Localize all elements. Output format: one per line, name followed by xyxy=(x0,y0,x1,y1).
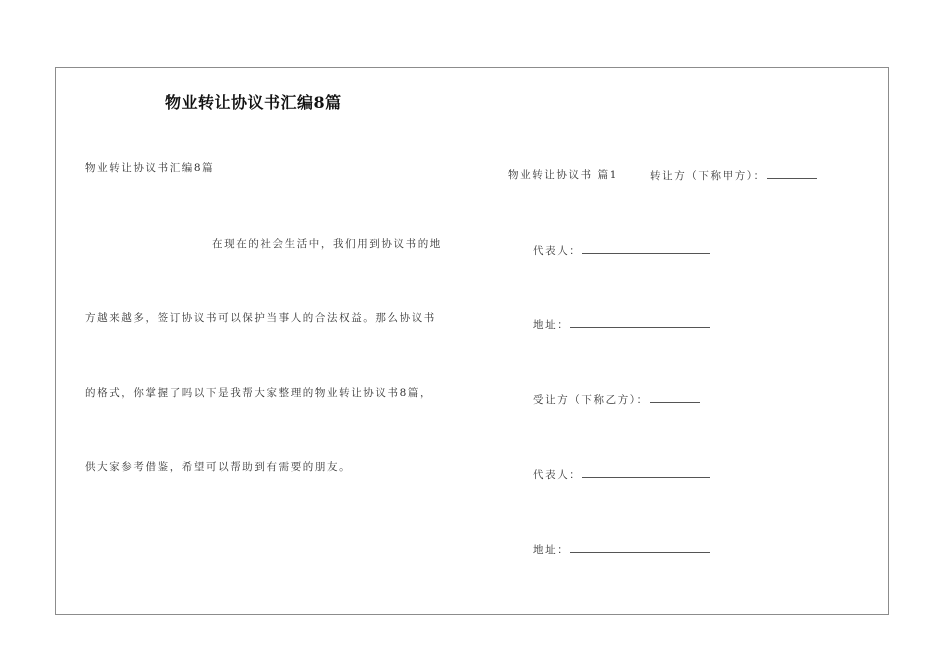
party-b-blank xyxy=(650,392,700,403)
intro-line-4: 供大家参考借鉴，希望可以帮助到有需要的朋友。 xyxy=(85,461,352,473)
intro-line-2: 方越来越多，签订协议书可以保护当事人的合法权益。那么协议书 xyxy=(85,312,436,324)
party-b-line xyxy=(533,392,700,407)
party-a-address-line xyxy=(533,317,710,332)
intro-line-3: 的格式，你掌握了吗以下是我帮大家整理的物业转让协议书8篇， xyxy=(85,387,433,399)
party-b-rep-blank xyxy=(582,467,710,478)
party-a-rep-blank xyxy=(582,243,710,254)
party-b-rep-label: 代表人： xyxy=(533,469,582,481)
party-b-address-label: 地址： xyxy=(533,544,570,556)
party-b-address-blank xyxy=(570,542,710,553)
party-a-blank xyxy=(767,168,817,179)
party-a-label: 转让方（下称甲方）： xyxy=(650,170,766,182)
party-b-rep-line xyxy=(533,467,710,482)
party-a-rep-label: 代表人： xyxy=(533,245,582,257)
party-a-rep-line xyxy=(533,243,710,258)
agreement-heading: 物业转让协议书 篇1 xyxy=(508,169,619,181)
party-a-line xyxy=(650,168,817,183)
document-title: 物业转让协议书汇编8篇 xyxy=(165,93,342,112)
document-subtitle: 物业转让协议书汇编8篇 xyxy=(85,162,215,174)
party-a-address-blank xyxy=(570,317,710,328)
party-b-address-line xyxy=(533,542,710,557)
intro-line-1: 在现在的社会生活中，我们用到协议书的地 xyxy=(212,238,442,250)
page-frame xyxy=(55,67,889,615)
party-b-label: 受让方（下称乙方）： xyxy=(533,394,649,406)
party-a-address-label: 地址： xyxy=(533,319,570,331)
